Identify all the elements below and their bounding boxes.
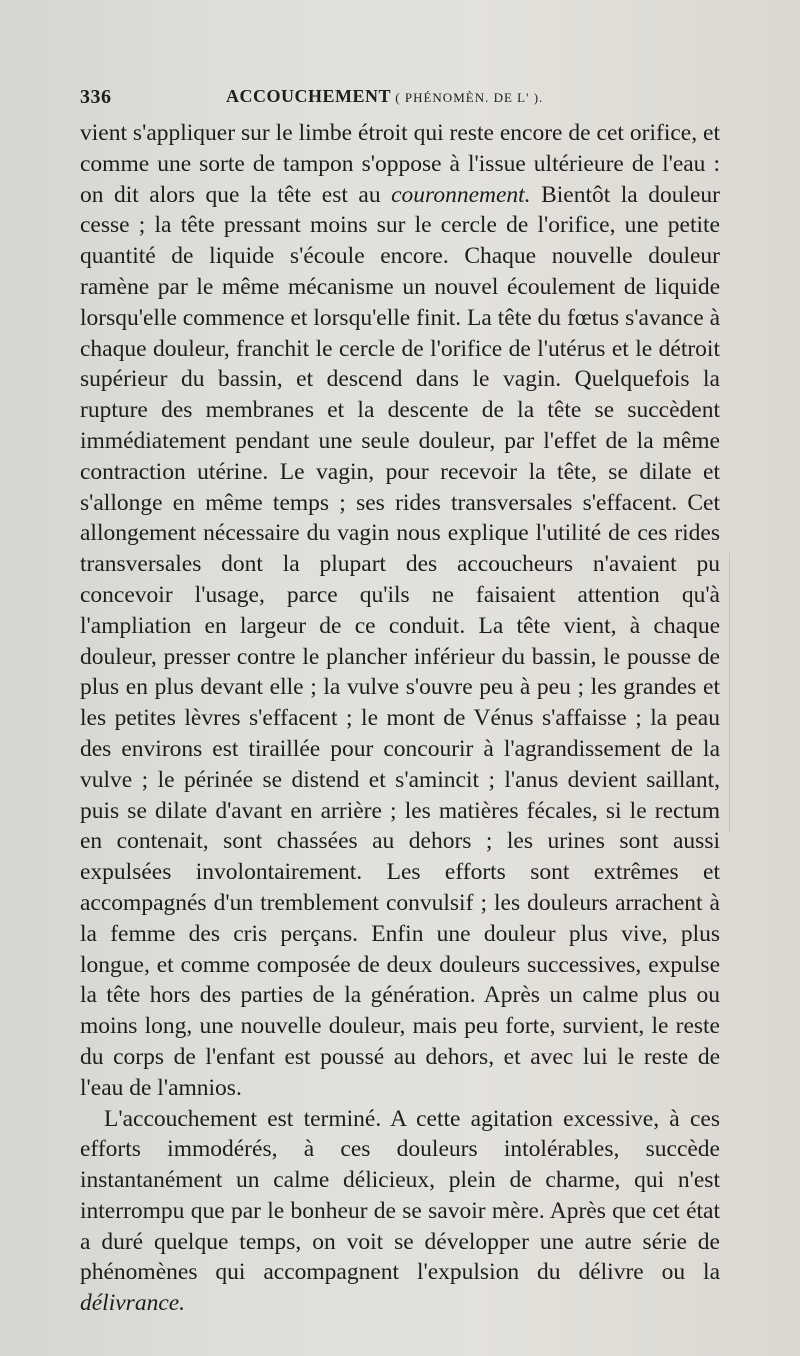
paragraph-1-italic: couronnement. [391,181,531,208]
paragraph-2-italic: délivrance. [80,1290,186,1317]
running-title-main: ACCOUCHEMENT [226,86,392,106]
running-title [226,86,543,107]
body-text [80,118,720,1319]
running-title-close: ). [529,90,544,105]
paper-crease [729,527,800,833]
paragraph-1-rest: Bientôt la douleur cesse ; la tête pressant moins sur le cercle de l'orifice, une petite quantité de liquide s'écoule encore. Chaque nouvelle douleur ramène par le même mécanisme un nouvel écoulement de liquide lorsqu'elle commence et lorsqu'elle finit. La tête du fœtus s'avance à chaque douleur, franchit le cercle de l'orifice de l'utérus et le détroit supérieur du bassin, et descend dans le vagin. Quelquefois la rupture des membranes et la descente de la tête se succèdent immédiatement pendant une seule douleur, par l'effet de la même contraction utérine. Le vagin, pour recevoir la tête, se dilate et s'allonge en même temps ; ses rides transversales s'effacent. Cet allongement nécessaire du vagin nous explique l'utilité de ces rides transversales dont la plupart des accoucheurs n'avaient pu concevoir l'usage, parce qu'ils ne faisaient attention qu'à l'ampliation en largeur de ce conduit. La tête vient, à chaque douleur, presser contre le plancher inférieur du bassin, le pousse de plus en plus devant elle ; la vulve s'ouvre peu à peu ; les grandes et les petites lèvres s'effacent ; le mont de Vénus s'affaisse ; la peau des environs est tiraillée pour concourir à l'agrandissement de la vulve ; le périnée se distend et s'amincit ; l'anus devient saillant, puis se dilate d'avant en arrière ; les matières fécales, si le rectum en contenait, sont chassées au dehors ; les urines sont aussi expulsées involontairement. Les efforts sont extrêmes et accompagnés d'un tremblement convulsif ; les douleurs arrachent à la femme des cris perçans. Enfin une douleur plus vive, plus longue, et comme composée de deux douleurs successives, expulse la tête hors des parties de la génération. Après un calme plus ou moins long, une nouvelle douleur, mais peu forte, survient, le reste du corps de l'enfant est poussé au dehors, et avec lui le reste de l'eau de l'amnios. [80,181,721,1101]
paragraph-1-text: vient s'appliquer sur le limbe étroit qui reste encore de cet orifice, et comme une sorte de tampon s'oppose à l'issue ultérieure de l'eau : on dit alors que la tête est au [80,120,720,208]
paragraph [80,1104,720,1320]
paragraph [80,118,720,1104]
paragraph-2-text: L'accouchement est terminé. A cette agitation excessive, à ces efforts immodérés, à ces douleurs intolérables, succède instantanément un calme délicieux, plein de charme, qui n'est interrompu que par le bonheur de se savoir mère. Après que cet état a duré quelque temps, on voit se développer une autre série de phénomènes qui accompagnent l'expulsion du délivre ou la [80,1105,720,1286]
running-title-sub: PHÉNOMÈN. DE L' [404,90,530,105]
page-number: 336 [80,86,112,108]
running-header [80,86,730,116]
running-title-open: ( [391,90,405,105]
